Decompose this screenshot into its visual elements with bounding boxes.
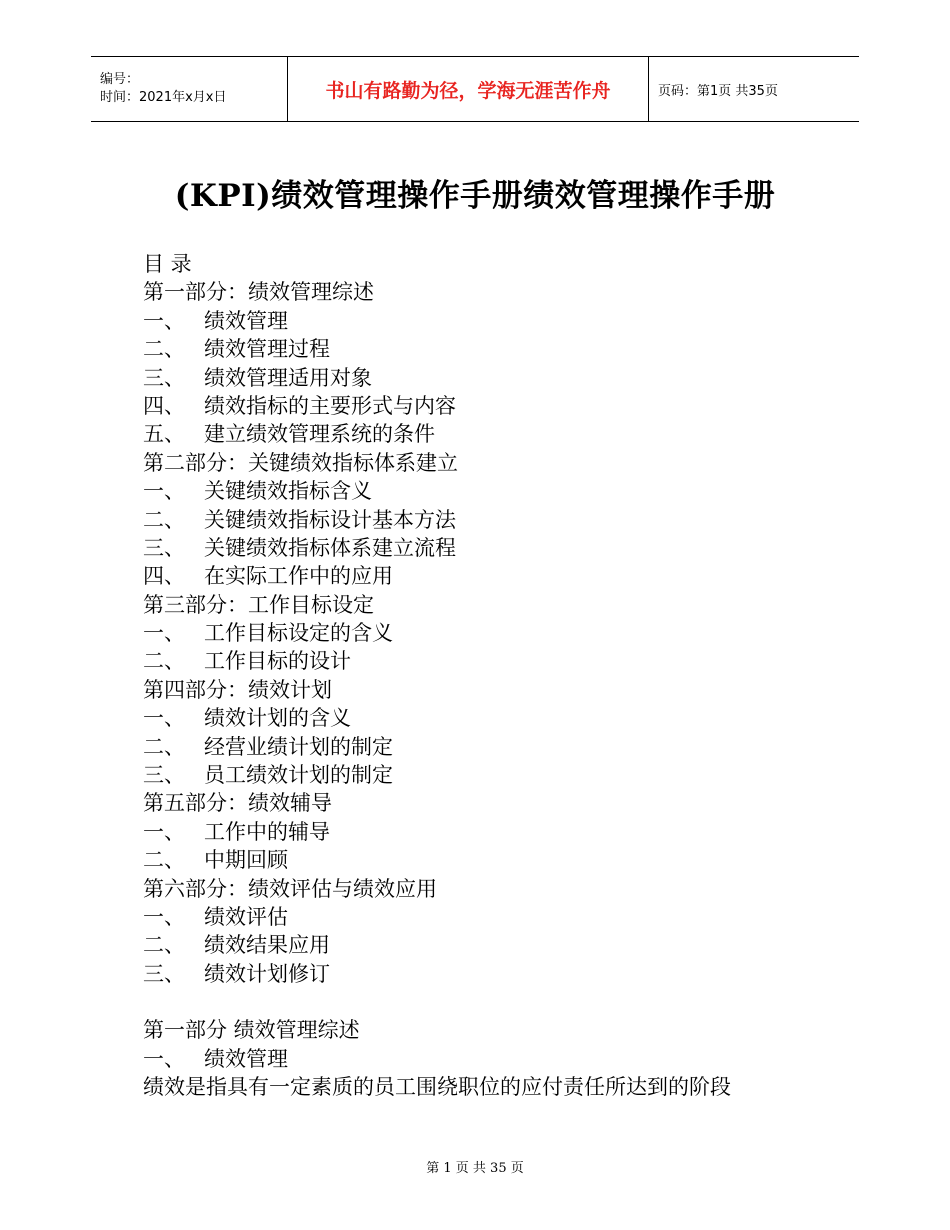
toc-entry-number: 五、	[143, 422, 185, 447]
toc-entry-text: 第一部分：绩效管理综述	[143, 280, 374, 305]
header-motto: 书山有路勤为径，学海无涯苦作舟	[325, 79, 611, 102]
document-body	[143, 250, 843, 1101]
toc-entry	[143, 420, 843, 448]
toc-entry	[143, 818, 843, 846]
toc-entry-text: 绩效管理适用对象	[204, 365, 372, 390]
toc-part-heading	[143, 875, 843, 903]
header-page-info: 页码：第1页 共35页	[658, 83, 778, 99]
toc-entry-number: 一、	[143, 621, 185, 646]
toc-part-heading	[143, 591, 843, 619]
toc-entry-number: 三、	[143, 535, 185, 560]
toc-entry	[143, 704, 843, 732]
section-heading: 第一部分 绩效管理综述	[143, 1018, 360, 1043]
toc-entry-text: 工作中的辅导	[204, 819, 330, 844]
header-motto-cell	[287, 57, 649, 121]
toc-entry-text: 员工绩效计划的制定	[204, 763, 393, 788]
toc-entry	[143, 903, 843, 931]
page-header	[91, 56, 859, 122]
toc-entry-text: 绩效管理过程	[204, 337, 330, 362]
toc-entry-text: 绩效评估	[204, 904, 288, 929]
toc-part-heading	[143, 789, 843, 817]
toc-entry	[143, 364, 843, 392]
toc-entry	[143, 960, 843, 988]
toc-entry-number: 一、	[143, 706, 185, 731]
toc-entry-number: 二、	[143, 337, 185, 362]
toc-entry-text: 工作目标设定的含义	[204, 621, 393, 646]
toc-entry-number: 二、	[143, 507, 185, 532]
toc-part-heading	[143, 676, 843, 704]
toc-entry-number: 四、	[143, 393, 185, 418]
toc-entry	[143, 931, 843, 959]
toc-entry-text: 绩效管理	[204, 308, 288, 333]
toc-entry-number: 四、	[143, 564, 185, 589]
toc-entry-text: 第四部分：绩效计划	[143, 677, 332, 702]
toc-entry-text: 第五部分：绩效辅导	[143, 791, 332, 816]
toc-entry-number: 二、	[143, 848, 185, 873]
toc-entry-number: 二、	[143, 649, 185, 674]
toc-entry-text: 绩效计划的含义	[204, 706, 351, 731]
toc-entry	[143, 619, 843, 647]
toc-entry-text: 工作目标的设计	[204, 649, 351, 674]
toc-entry-text: 第六部分：绩效评估与绩效应用	[143, 876, 437, 901]
toc-entry	[143, 647, 843, 675]
toc-entry-text: 在实际工作中的应用	[204, 564, 393, 589]
toc-entry-text: 绩效结果应用	[204, 933, 330, 958]
header-page-info-cell	[649, 57, 859, 121]
subsection-title: 绩效管理	[204, 1046, 288, 1071]
toc-entry-number: 二、	[143, 933, 185, 958]
subsection-heading	[143, 1045, 843, 1073]
toc-entry	[143, 761, 843, 789]
toc-entry	[143, 846, 843, 874]
toc-entry-text: 关键绩效指标体系建立流程	[204, 535, 456, 560]
toc-part-heading	[143, 449, 843, 477]
toc-entry	[143, 335, 843, 363]
toc-entry-number: 一、	[143, 819, 185, 844]
document-title: (KPI)绩效管理操作手册绩效管理操作手册	[174, 178, 776, 214]
toc-entry	[143, 477, 843, 505]
subsection-number: 一、	[143, 1046, 185, 1071]
toc-entry-text: 中期回顾	[204, 848, 288, 873]
toc-entry	[143, 733, 843, 761]
toc-entry	[143, 307, 843, 335]
toc-part-heading	[143, 278, 843, 306]
toc-entry-text: 第三部分：工作目标设定	[143, 592, 374, 617]
document-time-label: 时间：2021年x月x日	[100, 90, 227, 105]
toc-entry-number: 一、	[143, 308, 185, 333]
page-footer: 第 1 页 共 35 页	[426, 1161, 524, 1176]
document-number-label: 编号：	[100, 72, 140, 87]
toc-entry-text: 关键绩效指标设计基本方法	[204, 507, 456, 532]
toc-entry-number: 二、	[143, 734, 185, 759]
toc-entry-number: 三、	[143, 961, 185, 986]
body-paragraph: 绩效是指具有一定素质的员工围绕职位的应付责任所达到的阶段	[143, 1074, 731, 1099]
toc-entry	[143, 392, 843, 420]
toc-entry	[143, 506, 843, 534]
header-meta	[91, 57, 287, 121]
toc-entry-number: 一、	[143, 904, 185, 929]
toc-entry-number: 一、	[143, 479, 185, 504]
toc-entry-number: 三、	[143, 763, 185, 788]
toc-entry	[143, 534, 843, 562]
toc-entry-text: 绩效计划修订	[204, 961, 330, 986]
toc-entry-text: 关键绩效指标含义	[204, 479, 372, 504]
toc-entry-number: 三、	[143, 365, 185, 390]
toc-entry-text: 建立绩效管理系统的条件	[204, 422, 435, 447]
table-of-contents	[143, 278, 843, 988]
toc-entry-text: 绩效指标的主要形式与内容	[204, 393, 456, 418]
toc-heading: 目 录	[143, 252, 192, 276]
toc-entry-text: 经营业绩计划的制定	[204, 734, 393, 759]
toc-entry-text: 第二部分：关键绩效指标体系建立	[143, 450, 458, 475]
toc-entry	[143, 562, 843, 590]
